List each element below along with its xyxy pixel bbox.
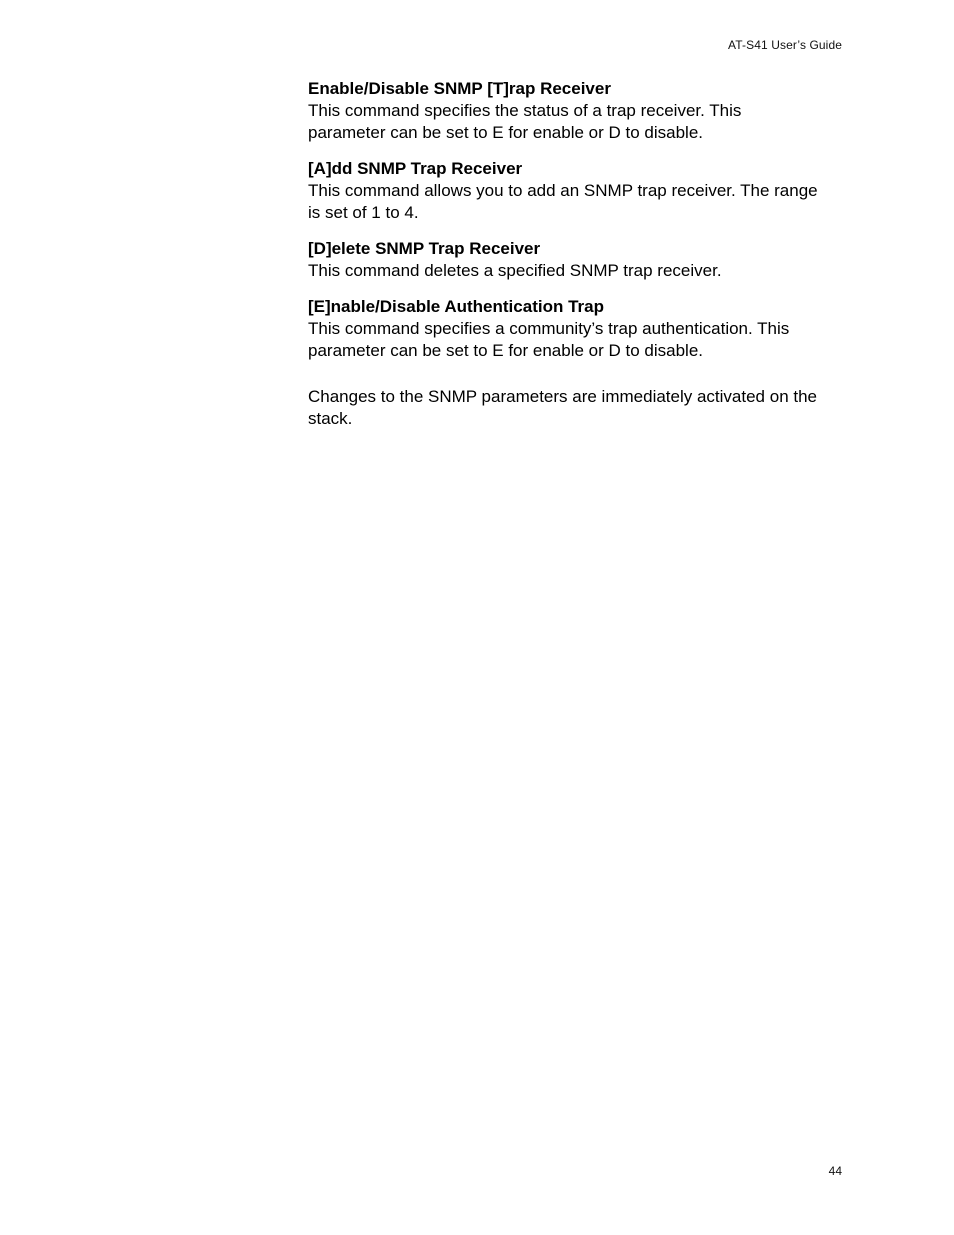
section-body: This command deletes a specified SNMP trap receiver.: [308, 261, 722, 280]
closing-paragraph: Changes to the SNMP parameters are immediately activated on the stack.: [308, 387, 818, 428]
section-heading: [E]nable/Disable Authentication Trap: [308, 297, 604, 316]
section-body: This command allows you to add an SNMP trap receiver. The range is set of 1 to 4.: [308, 181, 818, 222]
section-add-trap-receiver: [308, 158, 818, 224]
page-number: 44: [828, 1164, 842, 1178]
section-authentication-trap: [308, 296, 818, 362]
section-body: This command specifies the status of a trap receiver. This parameter can be set to E for enable or D to disable.: [308, 101, 742, 142]
section-heading: [A]dd SNMP Trap Receiver: [308, 159, 523, 178]
running-header: AT-S41 User’s Guide: [728, 38, 842, 52]
page-content: [308, 78, 818, 430]
section-body: This command specifies a community’s trap authentication. This parameter can be set to E for enable or D to disable.: [308, 319, 790, 360]
section-heading: [D]elete SNMP Trap Receiver: [308, 239, 541, 258]
section-heading: Enable/Disable SNMP [T]rap Receiver: [308, 79, 611, 98]
section-enable-disable-trap-receiver: [308, 78, 818, 144]
section-delete-trap-receiver: [308, 238, 818, 282]
